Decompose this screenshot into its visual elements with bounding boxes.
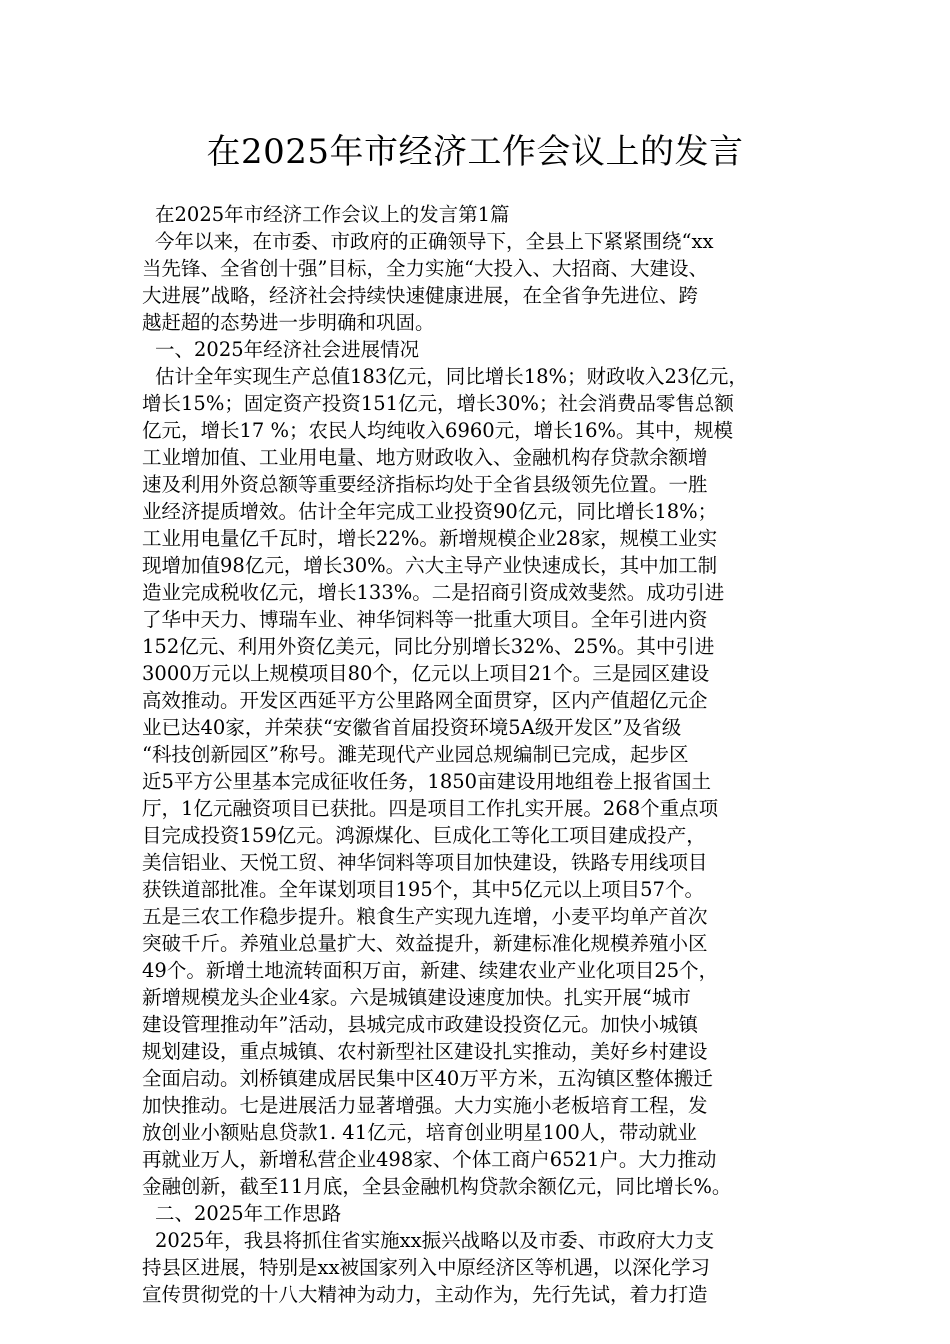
text-line: “科技创新园区”称号。濉芜现代产业园总规编制已完成，起步区	[142, 743, 689, 766]
text-line: 突破千斤。养殖业总量扩大、效益提升，新建标准化规模养殖小区	[142, 932, 708, 955]
text-line: 近5平方公里基本完成征收任务，1850亩建设用地组卷上报省国土	[142, 770, 712, 793]
text-line: 2025年，我县将抓住省实施xx振兴战略以及市委、市政府大力支	[155, 1229, 715, 1252]
document-body	[142, 201, 832, 1308]
text-line: 业已达40家，并荣获“安徽省首届投资环境5A级开发区”及省级	[142, 716, 682, 739]
text-line: 目完成投资159亿元。鸿源煤化、巨成化工等化工项目建成投产，	[142, 824, 706, 847]
text-line: 五是三农工作稳步提升。粮食生产实现九连增，小麦平均单产首次	[142, 905, 708, 928]
text-line: 建设管理推动年”活动，县城完成市政建设投资亿元。加快小城镇	[142, 1013, 698, 1036]
text-line: 增长15%；固定资产投资151亿元，增长30%；社会消费品零售总额	[142, 392, 734, 415]
text-line: 工业用电量亿千瓦时，增长22%。新增规模企业28家，规模工业实	[142, 527, 718, 550]
text-line: 全面启动。刘桥镇建成居民集中区40万平方米，五沟镇区整体搬迁	[142, 1067, 713, 1090]
text-line: 3000万元以上规模项目80个，亿元以上项目21个。三是园区建设	[142, 662, 710, 685]
text-line: 估计全年实现生产总值183亿元，同比增长18%；财政收入23亿元，	[155, 365, 748, 388]
text-line: 美信铝业、天悦工贸、神华饲料等项目加快建设，铁路专用线项目	[142, 851, 708, 874]
text-line: 造业完成税收亿元，增长133%。二是招商引资成效斐然。成功引进	[142, 581, 725, 604]
text-line: 当先锋、全省创十强”目标，全力实施“大投入、大招商、大建设、	[142, 257, 708, 280]
text-line: 放创业小额贴息贷款1. 41亿元，培育创业明星100人，带动就业	[142, 1121, 697, 1144]
text-line: 49个。新增土地流转面积万亩，新建、续建农业产业化项目25个，	[142, 959, 719, 982]
text-line: 大进展”战略，经济社会持续快速健康进展，在全省争先进位、跨	[142, 284, 698, 307]
text-line: 工业增加值、工业用电量、地方财政收入、金融机构存贷款余额增	[142, 446, 708, 469]
text-line: 新增规模龙头企业4家。六是城镇建设速度加快。扎实开展“城市	[142, 986, 691, 1009]
text-line: 二、2025年工作思路	[155, 1202, 342, 1225]
text-line: 了华中天力、博瑞车业、神华饲料等一批重大项目。全年引进内资	[142, 608, 708, 631]
text-line: 规划建设，重点城镇、农村新型社区建设扎实推动，美好乡村建设	[142, 1040, 708, 1063]
text-line: 在2025年市经济工作会议上的发言第1篇	[155, 203, 510, 226]
text-line: 152亿元、利用外资亿美元，同比分别增长32%、25%。其中引进	[142, 635, 715, 658]
text-line: 今年以来，在市委、市政府的正确领导下，全县上下紧紧围绕“xx	[155, 230, 714, 253]
text-line: 现增加值98亿元，增长30%。六大主导产业快速成长，其中加工制	[142, 554, 718, 577]
text-line: 持县区进展，特别是xx被国家列入中原经济区等机遇，以深化学习	[142, 1256, 710, 1279]
text-line: 速及利用外资总额等重要经济指标均处于全省县级领先位置。一胜	[142, 473, 708, 496]
text-line: 高效推动。开发区西延平方公里路网全面贯穿，区内产值超亿元企	[142, 689, 708, 712]
text-line: 获铁道部批准。全年谋划项目195个，其中5亿元以上项目57个。	[142, 878, 704, 901]
text-line: 宣传贯彻党的十八大精神为动力，主动作为，先行先试，着力打造	[142, 1283, 708, 1306]
text-line: 亿元，增长17 %；农民人均纯收入6960元，增长16%。其中，规模	[142, 419, 734, 442]
text-line: 厅，1亿元融资项目已获批。四是项目工作扎实开展。268个重点项	[142, 797, 719, 820]
text-line: 越赶超的态势进一步明确和巩固。	[142, 311, 435, 334]
text-line: 加快推动。七是进展活力显著增强。大力实施小老板培育工程，发	[142, 1094, 708, 1117]
text-line: 业经济提质增效。估计全年完成工业投资90亿元，同比增长18%；	[142, 500, 718, 523]
text-line: 一、2025年经济社会进展情况	[155, 338, 420, 361]
document-title: 在2025年市经济工作会议上的发言	[206, 132, 744, 172]
text-line: 再就业万人，新增私营企业498家、个体工商户6521户。大力推动	[142, 1148, 717, 1171]
text-line: 金融创新，截至11月底，全县金融机构贷款余额亿元，同比增长%。	[142, 1175, 732, 1198]
